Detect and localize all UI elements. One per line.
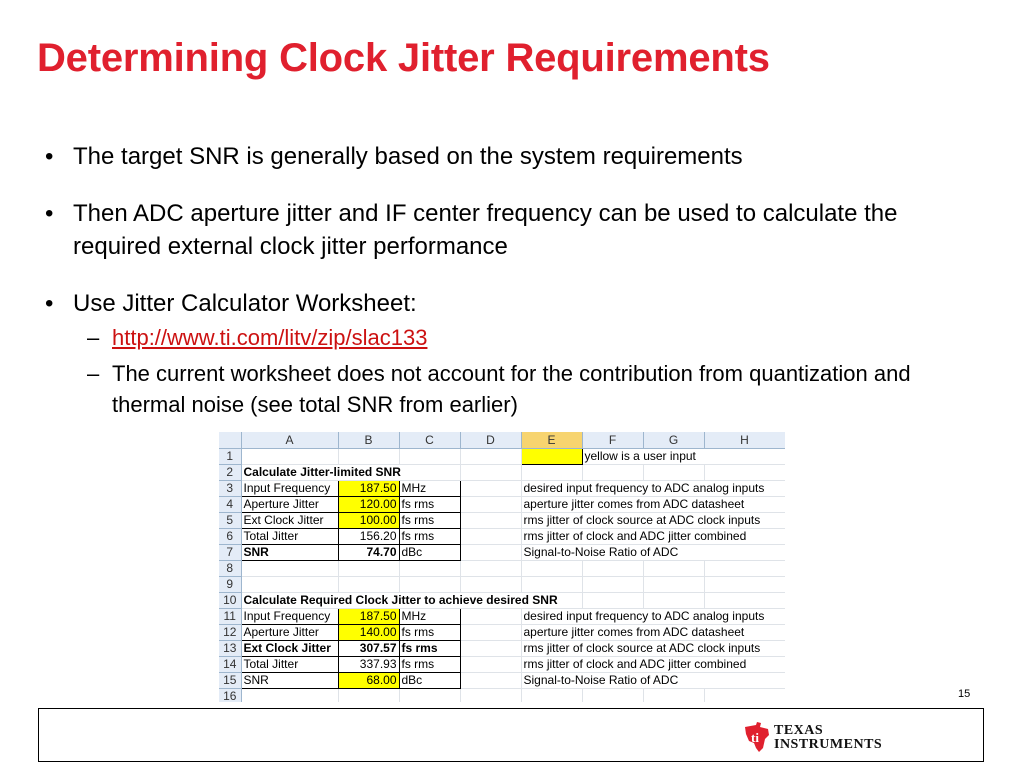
cell[interactable] <box>460 609 521 625</box>
column-header[interactable]: F <box>582 432 643 449</box>
spreadsheet-screenshot <box>219 432 785 702</box>
cell[interactable] <box>460 545 521 561</box>
cell[interactable] <box>460 449 521 465</box>
sheet-row <box>219 657 785 673</box>
cell[interactable] <box>399 577 460 593</box>
sheet-row <box>219 577 785 593</box>
column-header[interactable]: C <box>399 432 460 449</box>
label-cell[interactable]: Input Frequency <box>241 481 338 497</box>
value-cell[interactable]: 156.20 <box>338 529 399 545</box>
cell[interactable] <box>338 577 399 593</box>
bullet-dot-icon: • <box>45 143 54 170</box>
sheet-row <box>219 545 785 561</box>
section-heading-cell[interactable]: Calculate Required Clock Jitter to achieve desired SNR <box>241 593 582 609</box>
slide-title: Determining Clock Jitter Requirements <box>37 36 770 80</box>
cell[interactable] <box>643 689 704 703</box>
cell[interactable] <box>704 561 785 577</box>
cell[interactable] <box>460 641 521 657</box>
cell[interactable] <box>643 577 704 593</box>
label-cell[interactable]: Total Jitter <box>241 657 338 673</box>
unit-cell[interactable]: fs rms <box>399 625 460 641</box>
bullet-dot-icon: • <box>45 200 54 227</box>
cell[interactable] <box>704 593 785 609</box>
sub-bullet-text: The current worksheet does not account for the contribution from quantization and thermal noise (see total SNR from earlier) <box>112 361 911 417</box>
selected-cell[interactable] <box>521 449 582 465</box>
note-cell[interactable]: aperture jitter comes from ADC datasheet <box>521 497 785 513</box>
column-header[interactable]: G <box>643 432 704 449</box>
row-header[interactable]: 9 <box>219 577 241 593</box>
unit-cell[interactable]: MHz <box>399 609 460 625</box>
row-header[interactable]: 15 <box>219 673 241 689</box>
label-cell[interactable]: Ext Clock Jitter <box>241 513 338 529</box>
row-header[interactable]: 6 <box>219 529 241 545</box>
cell[interactable] <box>643 465 704 481</box>
cell[interactable] <box>582 465 643 481</box>
column-header[interactable]: B <box>338 432 399 449</box>
cell[interactable] <box>460 561 521 577</box>
cell[interactable] <box>521 689 582 703</box>
cell[interactable] <box>643 593 704 609</box>
row-header[interactable]: 10 <box>219 593 241 609</box>
cell[interactable] <box>582 577 643 593</box>
note-cell[interactable]: aperture jitter comes from ADC datasheet <box>521 625 785 641</box>
unit-cell[interactable]: fs rms <box>399 497 460 513</box>
row-header[interactable]: 13 <box>219 641 241 657</box>
row-header[interactable]: 4 <box>219 497 241 513</box>
value-cell[interactable]: 337.93 <box>338 657 399 673</box>
row-header[interactable]: 1 <box>219 449 241 465</box>
cell[interactable] <box>521 465 582 481</box>
unit-cell[interactable]: dBc <box>399 673 460 689</box>
value-cell[interactable]: 307.57 <box>338 641 399 657</box>
cell[interactable] <box>241 577 338 593</box>
cell[interactable] <box>582 561 643 577</box>
value-cell[interactable]: 187.50 <box>338 609 399 625</box>
sub-bullet-item <box>45 322 925 353</box>
logo-text-line2: INSTRUMENTS <box>774 737 883 752</box>
note-cell[interactable]: rms jitter of clock source at ADC clock inputs <box>521 641 785 657</box>
cell[interactable] <box>338 449 399 465</box>
row-header[interactable]: 16 <box>219 689 241 703</box>
row-header[interactable]: 11 <box>219 609 241 625</box>
note-cell[interactable]: Signal-to-Noise Ratio of ADC <box>521 545 785 561</box>
cell[interactable] <box>460 481 521 497</box>
unit-cell[interactable]: fs rms <box>399 529 460 545</box>
cell[interactable] <box>338 561 399 577</box>
sub-bullet-item <box>45 358 925 420</box>
note-cell[interactable]: desired input frequency to ADC analog inputs <box>521 609 785 625</box>
sheet-row <box>219 561 785 577</box>
label-cell[interactable]: Ext Clock Jitter <box>241 641 338 657</box>
bullet-dot-icon: • <box>45 290 54 317</box>
cell[interactable] <box>460 689 521 703</box>
row-header[interactable]: 12 <box>219 625 241 641</box>
cell[interactable] <box>460 673 521 689</box>
unit-cell[interactable]: fs rms <box>399 657 460 673</box>
note-cell[interactable]: rms jitter of clock and ADC jitter combined <box>521 529 785 545</box>
cell[interactable] <box>460 497 521 513</box>
sheet-row <box>219 609 785 625</box>
select-all-corner[interactable] <box>219 432 241 449</box>
column-header[interactable]: A <box>241 432 338 449</box>
cell[interactable] <box>338 689 399 703</box>
jitter-calculator-table <box>219 432 785 702</box>
dash-icon: – <box>87 361 100 386</box>
cell[interactable] <box>704 577 785 593</box>
cell[interactable] <box>704 689 785 703</box>
cell[interactable] <box>241 561 338 577</box>
cell[interactable] <box>399 689 460 703</box>
cell[interactable] <box>241 449 338 465</box>
cell[interactable] <box>460 657 521 673</box>
sheet-row <box>219 529 785 545</box>
unit-cell[interactable]: fs rms <box>399 641 460 657</box>
sheet-row <box>219 449 785 465</box>
svg-text:ti: ti <box>751 730 759 745</box>
sheet-row <box>219 625 785 641</box>
cell[interactable] <box>460 513 521 529</box>
row-header[interactable]: 3 <box>219 481 241 497</box>
cell[interactable] <box>521 561 582 577</box>
row-header[interactable]: 2 <box>219 465 241 481</box>
value-cell[interactable]: 68.00 <box>338 673 399 689</box>
dash-icon: – <box>87 325 100 350</box>
value-cell[interactable]: 187.50 <box>338 481 399 497</box>
note-cell[interactable]: Signal-to-Noise Ratio of ADC <box>521 673 785 689</box>
row-header[interactable]: 14 <box>219 657 241 673</box>
cell[interactable] <box>399 561 460 577</box>
sheet-row <box>219 513 785 529</box>
unit-cell[interactable]: fs rms <box>399 513 460 529</box>
column-header-row <box>219 432 785 449</box>
cell[interactable] <box>460 529 521 545</box>
value-cell[interactable]: 120.00 <box>338 497 399 513</box>
sheet-row <box>219 641 785 657</box>
cell[interactable] <box>582 593 643 609</box>
column-header[interactable]: D <box>460 432 521 449</box>
cell[interactable] <box>521 577 582 593</box>
sheet-row <box>219 689 785 703</box>
value-cell[interactable]: 100.00 <box>338 513 399 529</box>
note-cell[interactable]: desired input frequency to ADC analog inputs <box>521 481 785 497</box>
sheet-row <box>219 481 785 497</box>
column-header[interactable]: H <box>704 432 785 449</box>
label-cell[interactable]: Total Jitter <box>241 529 338 545</box>
value-cell[interactable]: 140.00 <box>338 625 399 641</box>
row-header[interactable]: 7 <box>219 545 241 561</box>
sheet-row <box>219 673 785 689</box>
label-cell[interactable]: Aperture Jitter <box>241 497 338 513</box>
logo-text-line1: TEXAS <box>774 723 824 738</box>
unit-cell[interactable]: MHz <box>399 481 460 497</box>
cell[interactable] <box>582 689 643 703</box>
ti-logo <box>742 721 883 755</box>
bullet-text: Use Jitter Calculator Worksheet: <box>73 290 417 317</box>
bullet-list <box>45 140 925 420</box>
note-cell[interactable]: rms jitter of clock and ADC jitter combined <box>521 657 785 673</box>
note-cell[interactable]: rms jitter of clock source at ADC clock inputs <box>521 513 785 529</box>
cell[interactable] <box>704 465 785 481</box>
label-cell[interactable]: Aperture Jitter <box>241 625 338 641</box>
value-cell[interactable]: 74.70 <box>338 545 399 561</box>
sheet-row <box>219 593 785 609</box>
column-header[interactable]: E <box>521 432 582 449</box>
page-number: 15 <box>958 688 971 700</box>
cell[interactable] <box>460 577 521 593</box>
cell[interactable] <box>241 689 338 703</box>
bullet-text: The target SNR is generally based on the system requirements <box>73 143 743 170</box>
cell[interactable]: yellow is a user input <box>582 449 785 465</box>
unit-cell[interactable]: dBc <box>399 545 460 561</box>
row-header[interactable]: 5 <box>219 513 241 529</box>
sheet-row <box>219 497 785 513</box>
bullet-text: Then ADC aperture jitter and IF center frequency can be used to calculate the required external clock jitter performance <box>73 200 898 260</box>
worksheet-link[interactable]: http://www.ti.com/litv/zip/slac133 <box>112 325 428 350</box>
cell[interactable] <box>460 625 521 641</box>
label-cell[interactable]: SNR <box>241 673 338 689</box>
label-cell[interactable]: Input Frequency <box>241 609 338 625</box>
cell[interactable] <box>460 465 521 481</box>
section-heading-cell[interactable]: Calculate Jitter-limited SNR <box>241 465 460 481</box>
bullet-item <box>45 197 925 263</box>
row-header[interactable]: 8 <box>219 561 241 577</box>
bullet-item <box>45 140 925 173</box>
bullet-item <box>45 287 925 320</box>
cell[interactable] <box>399 449 460 465</box>
cell[interactable] <box>643 561 704 577</box>
label-cell[interactable]: SNR <box>241 545 338 561</box>
ti-logo-icon <box>742 721 772 753</box>
sheet-row <box>219 465 785 481</box>
